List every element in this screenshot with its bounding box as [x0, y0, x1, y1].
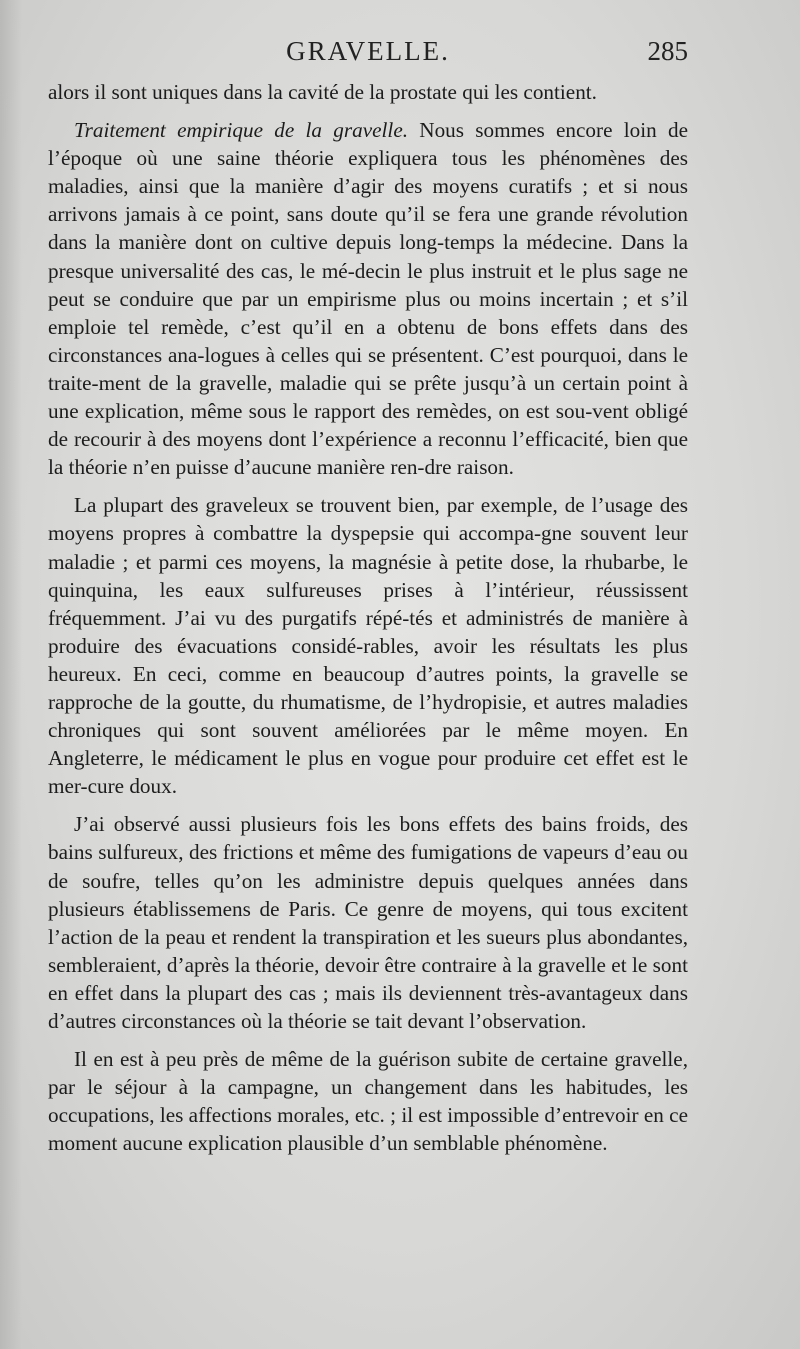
paragraph-4: [48, 810, 688, 1035]
paragraph-3-text: La plupart des graveleux se trouvent bien, par exemple, de l’usage des moyens propres à combattre la dyspepsie qui accompa-gne souvent leur maladie ; et parmi ces moyens, la magnésie à petite dose, la rhubarbe, le quinquina, les eaux sulfureuses prises à l’intérieur, réussissent fréquemment. J’ai vu des purgatifs répé-tés et administrés de manière à produire des évacuations considé-rables, avoir les résultats les plus heureux. En ceci, comme en beaucoup d’autres points, la gravelle se rapproche de la goutte, du rhumatisme, de l’hydropisie, et autres maladies chroniques qui sont souvent améliorées par le même moyen. En Angleterre, le médicament le plus en vogue pour produire cet effet est le mer-cure doux.: [48, 493, 688, 799]
running-title: GRAVELLE.: [286, 36, 450, 66]
paragraph-1: [48, 78, 688, 106]
paragraph-3: [48, 491, 688, 800]
page-number: 285: [647, 36, 688, 66]
paragraph-5-text: Il en est à peu près de même de la guérison subite de certaine gravelle, par le séjour à la campagne, un changement dans les habitudes, les occupations, les affections morales, etc. ; il est impossible d’entrevoir en ce moment aucune explication plausible d’un semblable phénomène.: [48, 1047, 688, 1156]
body-text: [48, 78, 688, 1167]
paragraph-2-text: Nous sommes encore loin de l’époque où une saine théorie expliquera tous les phénomènes des maladies, ainsi que la manière d’agir des moyens curatifs ; et si nous arrivons jamais à ce point, sans doute qu’il se fera une grande révolution dans la manière dont on cultive depuis long-temps la médecine. Dans la presque universalité des cas, le mé-decin le plus instruit et le plus sage ne peut se conduire que par un empirisme plus ou moins incertain ; et s’il emploie tel remède, c’est qu’il en a obtenu de bons effets dans des circonstances ana-logues à celles qui se présentent. C’est pourquoi, dans le traite-ment de la gravelle, maladie qui se prête jusqu’à un certain point à une explication, même sous le rapport des remèdes, on est sou-vent obligé de recourir à des moyens dont l’expérience a reconnu l’efficacité, bien que la théorie n’en puisse d’aucune manière ren-dre raison.: [48, 118, 688, 480]
paragraph-1-text: alors il sont uniques dans la cavité de la prostate qui les contient.: [48, 80, 597, 104]
section-heading-traitement-empirique: Traitement empirique de la gravelle.: [74, 118, 409, 143]
paragraph-2: [48, 116, 688, 481]
paragraph-4-text: J’ai observé aussi plusieurs fois les bons effets des bains froids, des bains sulfureux, des frictions et même des fumigations de vapeurs d’eau ou de soufre, telles qu’on les administre depuis quelques années dans plusieurs établissemens de Paris. Ce genre de moyens, qui tous excitent l’action de la peau et rendent la transpiration et les sueurs plus abondantes, sembleraient, d’après la théorie, devoir être contraire à la gravelle et le sont en effet dans la plupart des cas ; mais ils deviennent très-avantageux dans d’autres circonstances où la théorie se tait devant l’observation.: [48, 812, 688, 1033]
page-header: [48, 36, 688, 70]
paragraph-5: [48, 1045, 688, 1157]
